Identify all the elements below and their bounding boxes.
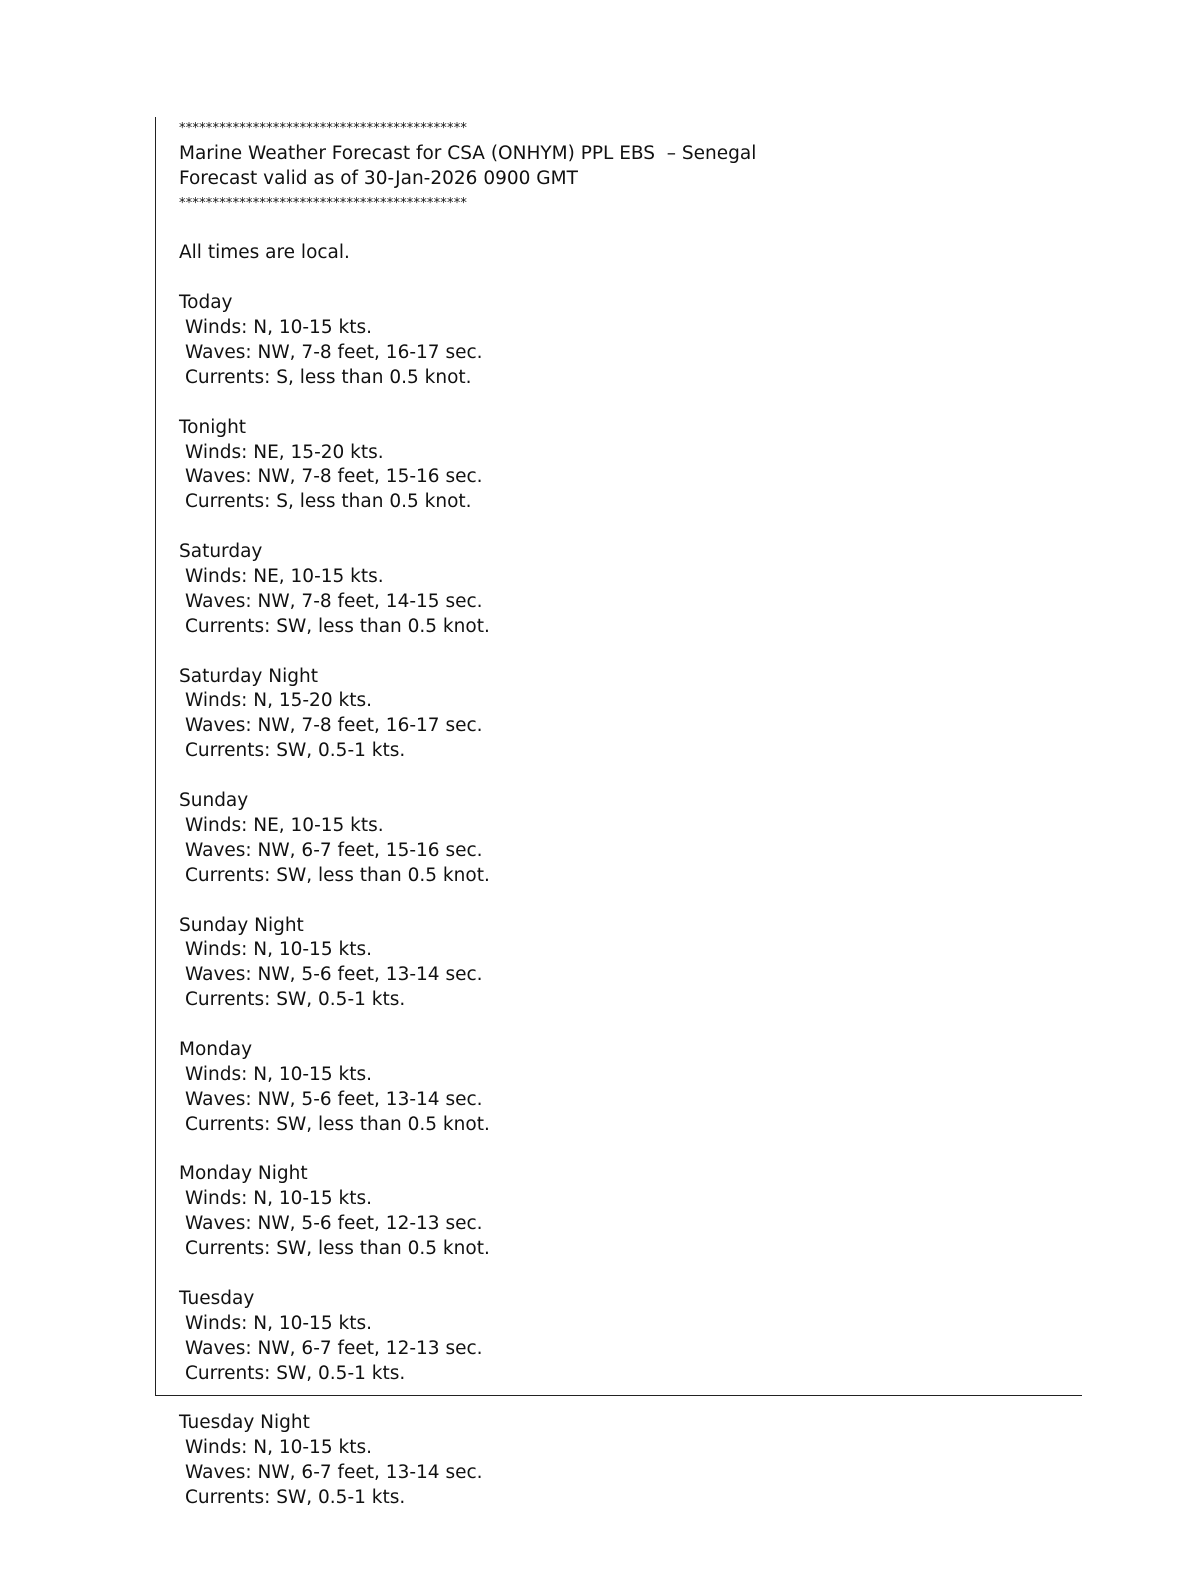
spacer <box>179 1013 1059 1038</box>
forecast-period <box>179 1411 1059 1511</box>
forecast-period <box>179 1162 1059 1286</box>
spacer <box>179 640 1059 665</box>
spacer <box>179 1262 1059 1287</box>
period-waves: Waves: NW, 5-6 feet, 12-13 sec. <box>185 1213 483 1235</box>
period-waves: Waves: NW, 5-6 feet, 13-14 sec. <box>185 964 483 986</box>
period-winds: Winds: N, 10-15 kts. <box>185 1188 372 1210</box>
period-currents: Currents: SW, 0.5-1 kts. <box>185 1486 406 1508</box>
period-winds: Winds: N, 10-15 kts. <box>185 1063 372 1085</box>
spacer <box>179 1386 1059 1411</box>
period-currents: Currents: SW, less than 0.5 knot. <box>185 615 490 637</box>
spacer <box>179 391 1059 416</box>
period-name: Tonight <box>179 416 247 438</box>
forecast-period <box>179 665 1059 789</box>
forecast-period <box>179 1287 1059 1411</box>
period-currents: Currents: SW, 0.5-1 kts. <box>185 740 406 762</box>
period-waves: Waves: NW, 7-8 feet, 15-16 sec. <box>185 466 483 488</box>
forecast-period <box>179 789 1059 913</box>
period-currents: Currents: S, less than 0.5 knot. <box>185 491 472 513</box>
period-name: Monday <box>179 1038 253 1060</box>
period-winds: Winds: NE, 10-15 kts. <box>185 814 384 836</box>
forecast-period <box>179 416 1059 540</box>
period-waves: Waves: NW, 6-7 feet, 13-14 sec. <box>185 1462 483 1484</box>
period-currents: Currents: SW, less than 0.5 knot. <box>185 864 490 886</box>
spacer <box>179 515 1059 540</box>
spacer <box>179 1138 1059 1163</box>
period-winds: Winds: N, 10-15 kts. <box>185 317 372 339</box>
period-name: Sunday <box>179 790 249 812</box>
period-name: Monday Night <box>179 1163 308 1185</box>
period-currents: Currents: SW, less than 0.5 knot. <box>185 1238 490 1260</box>
forecast-title: Marine Weather Forecast for CSA (ONHYM) PPL EBS – Senegal <box>179 142 757 164</box>
period-winds: Winds: NE, 15-20 kts. <box>185 441 384 463</box>
period-currents: Currents: S, less than 0.5 knot. <box>185 366 472 388</box>
period-name: Saturday Night <box>179 665 318 687</box>
forecast-period <box>179 540 1059 664</box>
left-border-rule <box>155 117 156 1396</box>
period-winds: Winds: N, 10-15 kts. <box>185 1312 372 1334</box>
spacer <box>179 889 1059 914</box>
period-winds: Winds: NE, 10-15 kts. <box>185 566 384 588</box>
period-currents: Currents: SW, less than 0.5 knot. <box>185 1113 490 1135</box>
period-waves: Waves: NW, 6-7 feet, 15-16 sec. <box>185 839 483 861</box>
header-stars-top: ******************************************* <box>179 121 468 136</box>
time-zone-note: All times are local. <box>179 242 350 264</box>
period-currents: Currents: SW, 0.5-1 kts. <box>185 989 406 1011</box>
forecast-valid-time: Forecast valid as of 30-Jan-2026 0900 GMT <box>179 167 578 189</box>
forecast-period <box>179 914 1059 1038</box>
period-waves: Waves: NW, 7-8 feet, 14-15 sec. <box>185 590 483 612</box>
header-stars-bottom: ******************************************* <box>179 195 468 211</box>
forecast-period <box>179 291 1059 415</box>
period-waves: Waves: NW, 5-6 feet, 13-14 sec. <box>185 1088 483 1110</box>
period-waves: Waves: NW, 6-7 feet, 12-13 sec. <box>185 1337 483 1359</box>
period-currents: Currents: SW, 0.5-1 kts. <box>185 1362 406 1384</box>
spacer <box>179 764 1059 789</box>
period-name: Tuesday Night <box>179 1412 310 1434</box>
period-waves: Waves: NW, 7-8 feet, 16-17 sec. <box>185 715 483 737</box>
forecast-body <box>179 117 1059 1511</box>
period-name: Tuesday <box>179 1287 255 1309</box>
spacer <box>179 217 1059 242</box>
period-name: Sunday Night <box>179 914 304 936</box>
period-waves: Waves: NW, 7-8 feet, 16-17 sec. <box>185 342 483 364</box>
forecast-period <box>179 1038 1059 1162</box>
period-winds: Winds: N, 10-15 kts. <box>185 939 372 961</box>
spacer <box>179 266 1059 291</box>
period-name: Saturday <box>179 541 263 563</box>
period-name: Today <box>179 292 233 314</box>
period-winds: Winds: N, 10-15 kts. <box>185 1437 372 1459</box>
period-winds: Winds: N, 15-20 kts. <box>185 690 372 712</box>
